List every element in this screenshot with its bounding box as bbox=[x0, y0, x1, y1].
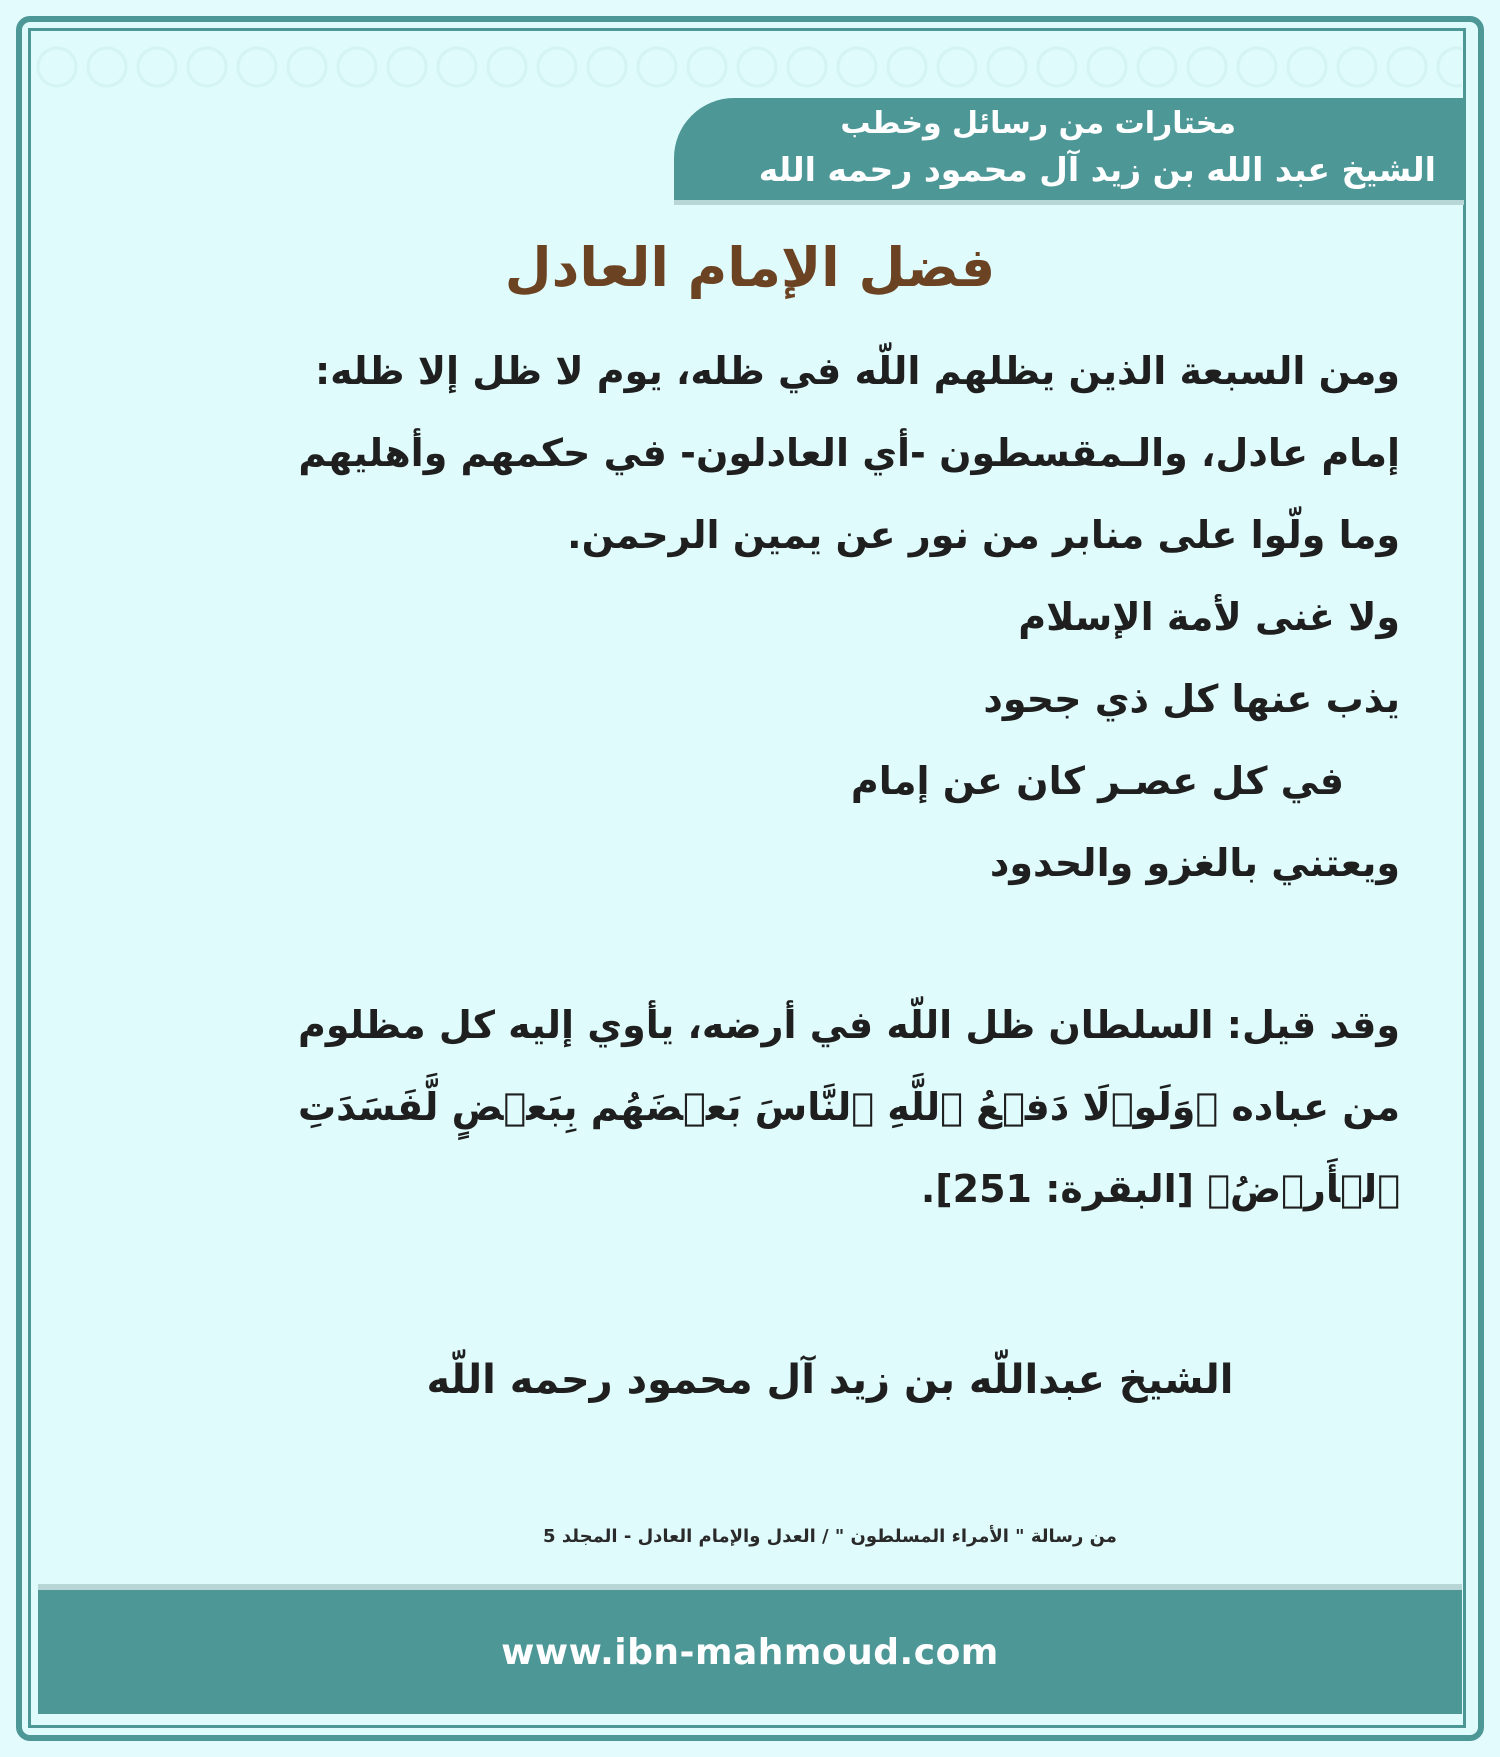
decorative-pattern bbox=[32, 32, 1462, 102]
quran-verse-line: ٱلۡأَرۡضُ﴾ [البقرة: 251]. bbox=[920, 1167, 1400, 1211]
header-banner bbox=[674, 98, 1464, 200]
author-signature: الشيخ عبداللّه بن زيد آل محمود رحمه اللّه bbox=[426, 1357, 1234, 1403]
poem-line: في كل عصـر كان عن إمام bbox=[850, 759, 1344, 803]
body-line: ومن السبعة الذين يظلهم اللّه في ظله، يوم لا ظل إلا ظله: bbox=[314, 349, 1400, 393]
poem-line: يذب عنها كل ذي جحود bbox=[983, 677, 1400, 721]
body-line: إمام عادل، والـمقسطون -أي العادلون- في حكمهم وأهليهم bbox=[298, 431, 1400, 475]
website-link[interactable]: www.ibn-mahmoud.com bbox=[501, 1631, 999, 1673]
body-line: وقد قيل: السلطان ظل اللّه في أرضه، يأوي إليه كل مظلوم bbox=[297, 1003, 1400, 1047]
header-series-title: مختارات من رسائل وخطب bbox=[840, 106, 1236, 141]
quran-verse-line: من عباده ﴿وَلَوۡلَا دَفۡعُ ٱللَّهِ ٱلنَّاسَ بَعۡضَهُم بِبَعۡضٍ لَّفَسَدَتِ bbox=[297, 1085, 1400, 1129]
poem-line: ويعتني بالغزو والحدود bbox=[989, 841, 1400, 885]
footer-bar bbox=[38, 1590, 1462, 1714]
poem-line: ولا غنى لأمة الإسلام bbox=[1018, 595, 1400, 639]
body-line: وما ولّوا على منابر من نور عن يمين الرحمن. bbox=[567, 513, 1400, 557]
paragraph-gap bbox=[150, 904, 1400, 984]
source-citation: من رسالة " الأمراء المسلطون " / العدل والإمام العادل - المجلد 5 bbox=[543, 1526, 1117, 1547]
page-title: فضل الإمام العادل bbox=[504, 236, 996, 299]
article-body bbox=[150, 330, 1400, 1230]
header-author: الشيخ عبد الله بن زيد آل محمود رحمه الله bbox=[758, 150, 1436, 189]
